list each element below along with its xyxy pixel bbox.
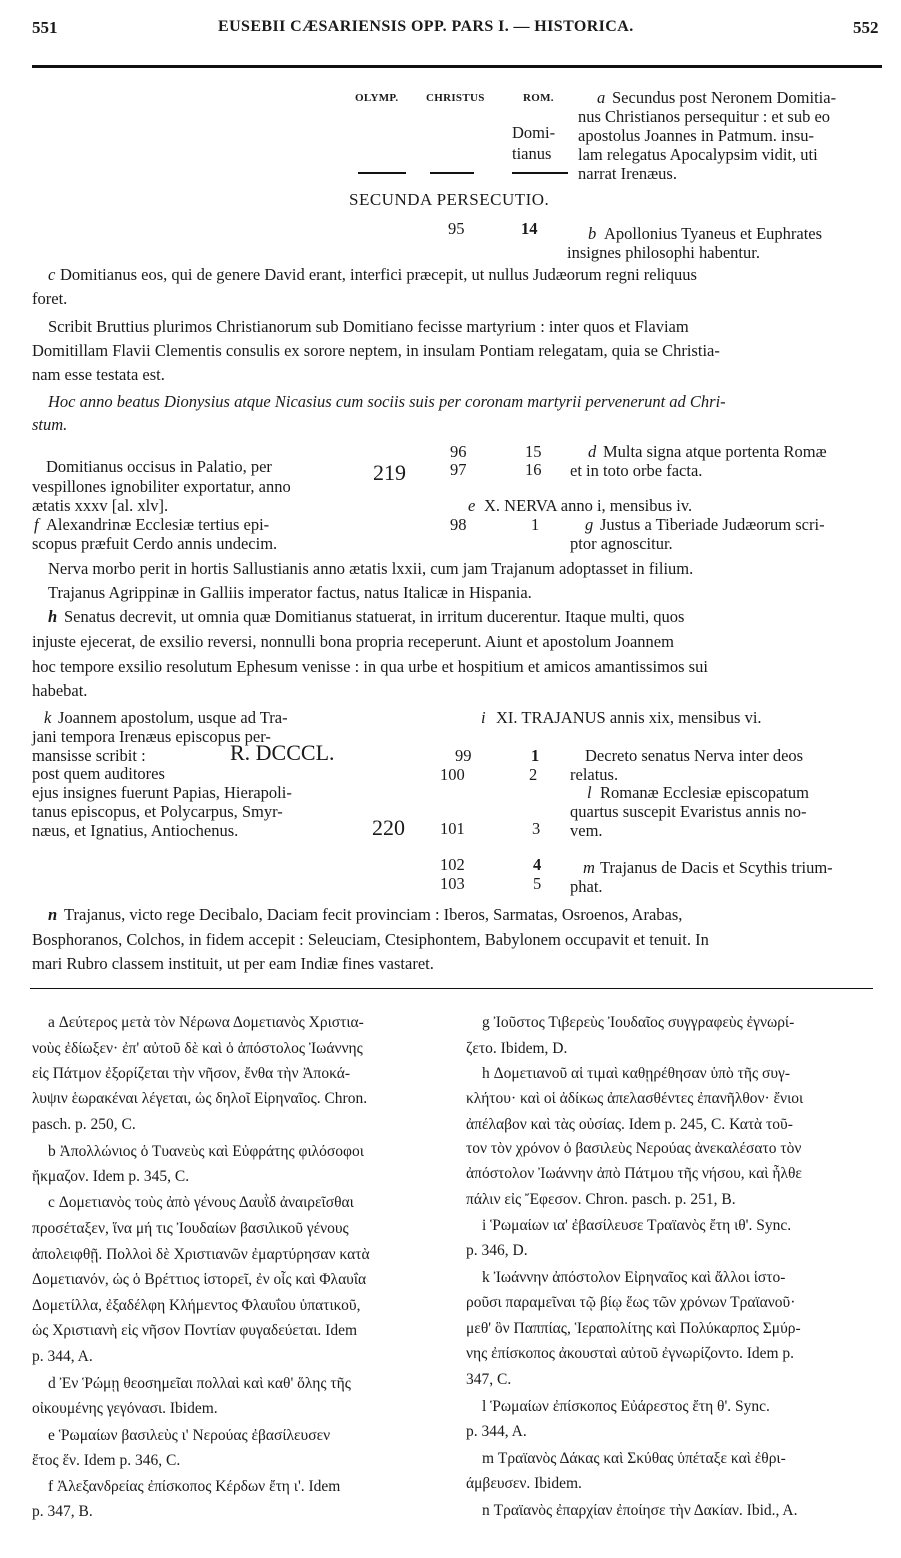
greek-note-line: f Ἀλεξανδρείας ἐπίσκοπος Κέρδων ἔτη ι'. Idem <box>48 1478 341 1495</box>
note-k-line: ejus insignes fuerunt Papias, Hierapoli- <box>32 783 292 802</box>
note-letter: k <box>44 708 52 727</box>
para-h-line: habebat. <box>32 681 88 700</box>
greek-note-line: κλήτου· καὶ οἱ ἀδίκως ἀπελασθέντες ἐπανῆλθον· ἔνιοι <box>466 1090 804 1107</box>
note-line: Secundus post Neronem Domitia- <box>612 88 837 107</box>
note-letter: n <box>48 905 58 924</box>
rom-entry-line: Domi- <box>512 123 556 142</box>
note-k-line: post quem auditores <box>32 764 165 783</box>
note-l-line: quartus suscepit Evaristus annis no- <box>570 802 807 821</box>
note-domitian-line: ætatis xxxv [al. xlv]. <box>32 496 169 515</box>
note-letter: b <box>588 224 597 243</box>
para-hoc-line: Hoc anno beatus Dionysius atque Nicasius cum sociis suis per coronam martyrii pervenerunt ad Chri- <box>48 392 726 411</box>
note-line: apostolus Joannes in Patmum. insu- <box>578 126 815 145</box>
greek-note-line: l Ῥωμαίων ἐπίσκοπος Εὐάρεστος ἔτη θ'. Sync. <box>482 1398 770 1415</box>
greek-note-line: k Ἰωάννην ἀπόστολον Εἰρηναῖος καὶ ἄλλοι ἱστο- <box>482 1269 786 1286</box>
note-letter: l <box>587 783 592 802</box>
note-l-line: vem. <box>570 821 603 840</box>
roman-year-label: R. DCCCL. <box>230 740 335 765</box>
greek-note-line: οἰκουμένης γεγόνασι. Ibidem. <box>32 1400 218 1417</box>
olymp-value: 101 <box>440 819 465 838</box>
note-line: lam relegatus Apocalypsim vidit, uti <box>578 145 818 164</box>
greek-note-line: p. 344, A. <box>466 1423 527 1440</box>
para-h-line: injuste ejecerat, de exsilio reversi, nonnulli bona propria receperunt. Aiunt et apostolum Joannem <box>32 632 674 651</box>
christus-value: 15 <box>525 442 542 461</box>
note-k-line: tanus episcopus, et Polycarpus, Smyr- <box>32 802 283 821</box>
christus-value: 4 <box>533 855 542 874</box>
note-d-line: et in toto orbe facta. <box>570 461 703 480</box>
footnote-separator <box>30 988 873 989</box>
note-letter: c <box>48 265 56 284</box>
para-bruttius-line: Domitillam Flavii Clementis consulis ex sorore neptem, in insulam Pontiam relegatam, quia se Christia- <box>32 341 720 360</box>
greek-note-line: ἀπολειφθῇ. Πολλοὶ δὲ Χριστιανῶν ἐμαρτύρησαν κατὰ <box>32 1246 370 1263</box>
olymp-value: 99 <box>455 746 472 765</box>
para-hoc-line: stum. <box>32 415 68 434</box>
greek-note-line: m Τραϊανὸς Δάκας καὶ Σκύθας ὑπέταξε καὶ ἐθρι- <box>482 1450 786 1467</box>
para-h-line: hoc tempore exsilio resolutum Ephesum venisse : in qua urbe et hospitium et amicos amantissimos sui <box>32 657 708 676</box>
column-olymp: OLYMP. <box>355 92 399 104</box>
rom-value: 220 <box>372 815 405 840</box>
greek-note-line: προσέταξεν, ἵνα μή τις Ἰουδαίων βασιλικοῦ γένους <box>32 1220 349 1237</box>
greek-note-line: a Δεύτερος μετὰ τὸν Νέρωνα Δομετιανὸς Χριστια- <box>48 1014 364 1031</box>
note-d-line: Multa signa atque portenta Romæ <box>603 442 827 461</box>
para-bruttius-line: Scribit Bruttius plurimos Christianorum sub Domitiano fecisse martyrium : inter quos et Flaviam <box>48 317 689 336</box>
note-letter: g <box>585 515 594 534</box>
greek-note-line: νοὺς ἐδίωξεν· ἐπ' αὐτοῦ δὲ καὶ ὁ ἀπόστολος Ἰωάννης <box>32 1040 363 1057</box>
olymp-value: 102 <box>440 855 465 874</box>
para-h-line: Senatus decrevit, ut omnia quæ Domitianus statuerat, in irritum ducerentur. Itaque multi, quos <box>64 607 685 626</box>
para-n-line: mari Rubro classem instituit, ut per eam Indiæ fines vastaret. <box>32 954 434 973</box>
greek-note-line: n Τραϊανὸς ἐπαρχίαν ἐποίησε τὴν Δακίαν. Ibid., A. <box>482 1502 798 1519</box>
note-g-line: ptor agnoscitur. <box>570 534 673 553</box>
greek-note-line: νης ἐπίσκοπος ἀκουσταὶ αὐτοῦ ἐγνωρίζοντο. Idem p. <box>466 1345 795 1362</box>
note-letter: f <box>34 515 39 534</box>
greek-note-line: πάλιν εἰς Ἔφεσον. Chron. pasch. p. 251, B. <box>466 1191 736 1208</box>
greek-note-line: ἀπόστολον Ἰωάννην ἀπὸ Πάτμου τῆς νήσου, καὶ ἦλθε <box>466 1165 802 1182</box>
note-m-line: Trajanus de Dacis et Scythis trium- <box>600 858 833 877</box>
olymp-value: 95 <box>448 219 465 238</box>
rom-value: 219 <box>373 460 406 485</box>
running-title: EUSEBII CÆSARIENSIS OPP. PARS I. — HISTORICA. <box>218 18 634 35</box>
column-dash <box>358 172 406 174</box>
greek-note-line: ροῦσι παραμεῖναι τῷ βίῳ ἕως τῶν χρόνων Τραϊανοῦ· <box>466 1294 796 1311</box>
note-l-line: Romanæ Ecclesiæ episcopatum <box>600 783 809 802</box>
greek-note-line: εἰς Πάτμον ἐξορίζεται τὴν νῆσον, ἔνθα τὴν Ἀποκά- <box>32 1065 351 1082</box>
christus-value: 1 <box>531 746 540 765</box>
greek-note-line: Δομετίλλα, ἐξαδέλφη Κλήμεντος Φλαυΐου ὑπατικοῦ, <box>32 1297 361 1314</box>
olymp-value: 100 <box>440 765 465 784</box>
note-letter: d <box>588 442 597 461</box>
rom-entry-line: tianus <box>512 144 552 163</box>
column-christus: CHRISTUS <box>426 92 485 104</box>
note-line: narrat Irenæus. <box>578 164 677 183</box>
para-bruttius-line: nam esse testata est. <box>32 365 165 384</box>
para-c-line: Domitianus eos, qui de genere David erant, interfici præcepit, ut nullus Judæorum regni reliquus <box>60 265 697 284</box>
page-number-left: 551 <box>32 18 58 37</box>
column-rom: ROM. <box>523 92 554 104</box>
greek-note-line: b Ἀπολλώνιος ὁ Τυανεὺς καὶ Εὐφράτης φιλόσοφοι <box>48 1143 364 1160</box>
greek-note-line: p. 347, B. <box>32 1503 93 1520</box>
greek-note-line: d Ἐν Ῥώμῃ θεοσημεῖαι πολλαὶ καὶ καθ' ὅλης τῆς <box>48 1375 351 1392</box>
greek-note-line: p. 346, D. <box>466 1242 528 1259</box>
greek-note-line: pasch. p. 250, C. <box>32 1116 136 1133</box>
para-n-line: Bosphoranos, Colchos, in fidem accepit : Seleuciam, Ctesiphontem, Babylonem occupavit et tenuit. In <box>32 930 709 949</box>
greek-note-line: τον τὸν χρόνον ὁ βασιλεὺς Νερούας ἀνεκαλέσατο τὸν <box>466 1140 802 1157</box>
greek-note-line: g Ἰοῦστος Τιβερεὺς Ἰουδαῖος συγγραφεὺς ἐγνωρί- <box>482 1014 795 1031</box>
note-letter: e <box>468 496 476 515</box>
note-b-line: insignes philosophi habentur. <box>567 243 760 262</box>
note-b-line: Apollonius Tyaneus et Euphrates <box>604 224 823 243</box>
christus-value: 3 <box>532 819 541 838</box>
greek-note-line: ἀπέλαβον καὶ τὰς οὐσίας. Idem p. 245, C. Κατὰ τοῦ- <box>466 1116 793 1133</box>
greek-note-line: ζετο. Ibidem, D. <box>466 1040 568 1057</box>
christus-value: 5 <box>533 874 542 893</box>
note-letter: m <box>583 858 595 877</box>
greek-note-line: h Δομετιανοῦ αἱ τιμαὶ καθῃρέθησαν ὑπὸ τῆς συγ- <box>482 1065 791 1082</box>
olymp-value: 96 <box>450 442 467 461</box>
olymp-value: 103 <box>440 874 465 893</box>
note-letter: a <box>597 88 606 107</box>
note-decreto-line: Decreto senatus Nerva inter deos <box>585 746 804 765</box>
note-k-line: jani tempora Irenæus episcopus per- <box>32 727 271 746</box>
note-domitian-line: Domitianus occisus in Palatio, per <box>46 457 272 476</box>
note-letter: h <box>48 607 58 626</box>
greek-note-line: e Ῥωμαίων βασιλεὺς ι' Νερούας ἐβασίλευσεν <box>48 1427 331 1444</box>
note-k-line: næus, et Ignatius, Antiochenus. <box>32 821 239 840</box>
greek-note-line: άμβευσεν. Ibidem. <box>466 1475 582 1492</box>
note-letter: i <box>481 708 486 727</box>
persecution-heading: SECUNDA PERSECUTIO. <box>349 190 550 209</box>
note-g-line: Justus a Tiberiade Judæorum scri- <box>600 515 825 534</box>
christus-value: 16 <box>525 460 542 479</box>
greek-note-line: ἔτος ἕν. Idem p. 346, C. <box>32 1452 181 1469</box>
column-dash <box>512 172 568 174</box>
note-line: nus Christianos persequitur : et sub eo <box>578 107 831 126</box>
olymp-value: 97 <box>450 460 467 479</box>
column-dash <box>430 172 474 174</box>
greek-note-line: c Δομετιανὸς τοὺς ἀπὸ γένους Δαυῒδ ἀναιρεῖσθαι <box>48 1194 354 1211</box>
note-k-line: mansisse scribit : <box>32 746 146 765</box>
note-f-line: scopus præfuit Cerdo annis undecim. <box>32 534 278 553</box>
note-f-line: Alexandrinæ Ecclesiæ tertius epi- <box>46 515 270 534</box>
greek-note-line: i Ῥωμαίων ια' ἐβασίλευσε Τραϊανὸς ἔτη ιθ'. Sync. <box>482 1217 792 1234</box>
note-domitian-line: vespillones ignobiliter exportatur, anno <box>32 477 291 496</box>
note-i-line: XI. TRAJANUS annis xix, mensibus vi. <box>496 708 762 727</box>
greek-note-line: λυψιν ἑωρακέναι λέγεται, ὡς δηλοῖ Εἰρηναῖος. Chron. <box>32 1090 368 1107</box>
greek-note-line: ὡς Χριστιανὴ εἰς νῆσον Ποντίαν φυγαδεύεται. Idem <box>32 1322 358 1339</box>
para-nerva-line: Trajanus Agrippinæ in Galliis imperator factus, natus Italicæ in Hispania. <box>48 583 532 602</box>
note-k-line: Joannem apostolum, usque ad Tra- <box>58 708 288 727</box>
greek-note-line: p. 344, A. <box>32 1348 93 1365</box>
greek-note-line: μεθ' ὃν Παππίας, Ἱεραπολίτης καὶ Πολύκαρπος Σμύρ- <box>466 1320 801 1337</box>
christus-value: 1 <box>531 515 540 534</box>
greek-note-line: ἤκμαζον. Idem p. 345, C. <box>32 1168 190 1185</box>
note-m-line: phat. <box>570 877 603 896</box>
para-c-line: foret. <box>32 289 68 308</box>
christus-value: 14 <box>521 219 538 238</box>
page-number-right: 552 <box>853 18 879 37</box>
note-decreto-line: relatus. <box>570 765 619 784</box>
note-e-line: X. NERVA anno i, mensibus iv. <box>484 496 693 515</box>
para-n-line: Trajanus, victo rege Decibalo, Daciam fecit provinciam : Iberos, Sarmatas, Osroenos, Arabas, <box>64 905 683 924</box>
olymp-value: 98 <box>450 515 467 534</box>
greek-note-line: Δομετιανόν, ὡς ὁ Βρέττιος ἱστορεῖ, ἐν οἷς καὶ Φλαυΐα <box>32 1271 367 1288</box>
greek-note-line: 347, C. <box>466 1371 512 1388</box>
para-nerva-line: Nerva morbo perit in hortis Sallustianis anno ætatis lxxii, cum jam Trajanum adoptasset in filium. <box>48 559 694 578</box>
header-rule <box>32 65 882 68</box>
christus-value: 2 <box>529 765 538 784</box>
